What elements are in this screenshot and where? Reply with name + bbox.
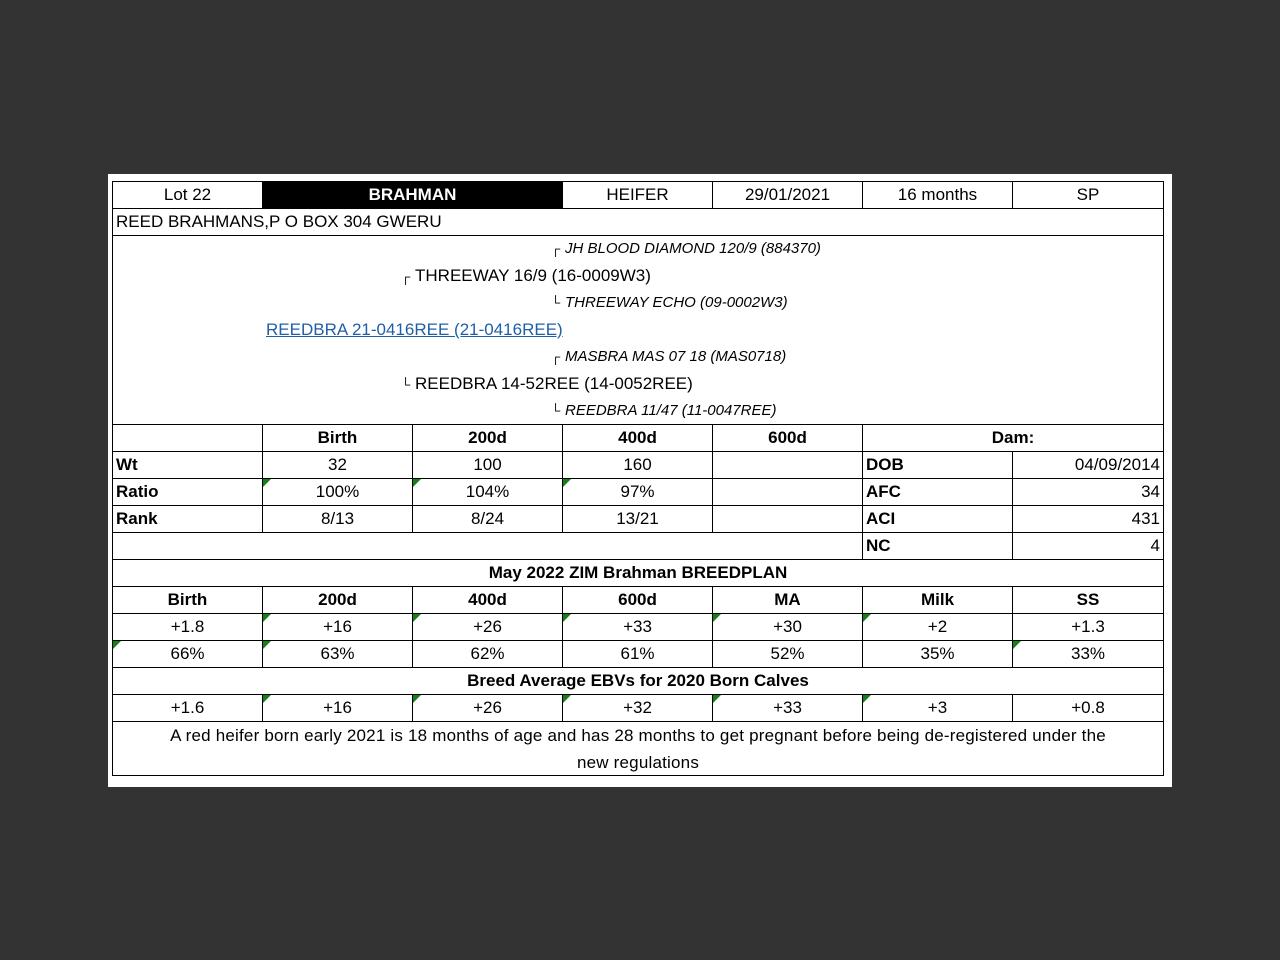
table-cell: 104% (413, 479, 563, 505)
nc-row (113, 533, 1163, 560)
sex-label: HEIFER (563, 182, 713, 208)
breed-average-value: +26 (413, 695, 563, 721)
breed-average-row (113, 695, 1163, 722)
lot-number: Lot 22 (113, 182, 263, 208)
dam-label: AFC (863, 479, 1013, 505)
dam-value: 431 (1131, 509, 1160, 528)
perf-header-600d: 600d (713, 425, 863, 451)
accuracy-value: 35% (863, 641, 1013, 667)
table-cell: 13/21 (563, 506, 713, 532)
ebv-value: +33 (563, 614, 713, 640)
pedigree-sire: ┌ THREEWAY 16/9 (16-0009W3) (401, 266, 651, 285)
pedigree-dam-sire: ┌ MASBRA MAS 07 18 (MAS0718) (551, 348, 787, 365)
performance-corner (113, 425, 263, 451)
ebv-value: +30 (713, 614, 863, 640)
ebv-value: +1.3 (1071, 617, 1105, 636)
breedplan-header-row (113, 587, 1163, 614)
perf-header-400d: 400d (563, 425, 713, 451)
pedigree-block (113, 236, 1163, 425)
pedigree-dam: └ REEDBRA 14-52REE (14-0052REE) (401, 374, 693, 393)
ebv-accuracy-row (113, 641, 1163, 668)
table-cell: 97% (563, 479, 713, 505)
accuracy-value: 62% (413, 641, 563, 667)
table-cell (713, 452, 863, 478)
dam-value: 34 (1141, 482, 1160, 501)
ebv-value: +16 (263, 614, 413, 640)
dam-label: ACI (863, 506, 1013, 532)
table-cell (713, 506, 863, 532)
lot-card (112, 181, 1164, 776)
breedplan-title: May 2022 ZIM Brahman BREEDPLAN (488, 563, 788, 582)
status-code: SP (1076, 185, 1100, 204)
accuracy-value: 33% (1013, 641, 1163, 667)
ebv-values-row (113, 614, 1163, 641)
breedplan-title-row (113, 560, 1163, 587)
table-cell: 100% (263, 479, 413, 505)
dam-label: DOB (863, 452, 1013, 478)
age-label: 16 months (863, 182, 1013, 208)
ebv-header-birth: Birth (113, 587, 263, 613)
breed-average-value: +33 (713, 695, 863, 721)
table-cell (713, 479, 863, 505)
table-cell: 32 (263, 452, 413, 478)
table-cell: 160 (563, 452, 713, 478)
breed-average-title-row (113, 668, 1163, 695)
ebv-value: +1.8 (113, 614, 263, 640)
regulation-note-line1: A red heifer born early 2021 is 18 months of age and has 28 months to get pregnant before being de-registered under the (170, 726, 1106, 745)
dam-value: 4 (1150, 536, 1160, 555)
breed-average-value: +1.6 (113, 695, 263, 721)
pedigree-sire-dam: └ THREEWAY ECHO (09-0002W3) (551, 294, 788, 311)
perf-header-200d: 200d (413, 425, 563, 451)
table-cell: 100 (413, 452, 563, 478)
table-cell: 8/24 (413, 506, 563, 532)
ebv-value: +2 (863, 614, 1013, 640)
accuracy-value: 52% (713, 641, 863, 667)
dam-label: NC (863, 533, 1013, 559)
ebv-header-milk: Milk (863, 587, 1013, 613)
weight-row (113, 452, 1163, 479)
rank-row (113, 506, 1163, 533)
breed-label: BRAHMAN (263, 182, 563, 208)
regulation-note (113, 722, 1163, 776)
breed-average-value: +0.8 (1071, 698, 1105, 717)
ebv-header-600d: 600d (563, 587, 713, 613)
breeder-row (113, 209, 1163, 236)
row-label: Wt (113, 452, 263, 478)
accuracy-value: 66% (113, 641, 263, 667)
breed-average-title: Breed Average EBVs for 2020 Born Calves (467, 671, 809, 690)
ebv-header-ma: MA (713, 587, 863, 613)
regulation-note-line2: new regulations (576, 753, 700, 772)
row-label: Ratio (113, 479, 263, 505)
pedigree-sire-sire: ┌ JH BLOOD DIAMOND 120/9 (884370) (551, 240, 821, 257)
row-label: Rank (113, 506, 263, 532)
dam-title: Dam: (991, 428, 1035, 447)
perf-header-birth: Birth (263, 425, 413, 451)
dam-value: 04/09/2014 (1074, 455, 1160, 474)
sale-catalogue-page (108, 174, 1172, 787)
empty-cell (113, 533, 863, 559)
ebv-header-400d: 400d (413, 587, 563, 613)
pedigree-dam-dam: └ REEDBRA 11/47 (11-0047REE) (551, 402, 777, 419)
accuracy-value: 63% (263, 641, 413, 667)
table-cell: 8/13 (263, 506, 413, 532)
animal-registration-link[interactable]: REEDBRA 21-0416REE (21-0416REE) (266, 320, 563, 339)
breed-average-value: +32 (563, 695, 713, 721)
breed-average-value: +16 (263, 695, 413, 721)
breed-average-value: +3 (863, 695, 1013, 721)
accuracy-value: 61% (563, 641, 713, 667)
birth-date: 29/01/2021 (713, 182, 863, 208)
ebv-value: +26 (413, 614, 563, 640)
performance-header-row (113, 425, 1163, 452)
ebv-header-ss: SS (1076, 590, 1100, 609)
ratio-row (113, 479, 1163, 506)
ebv-header-200d: 200d (263, 587, 413, 613)
breeder-address: REED BRAHMANS,P O BOX 304 GWERU (116, 212, 442, 231)
header-row (113, 182, 1163, 209)
